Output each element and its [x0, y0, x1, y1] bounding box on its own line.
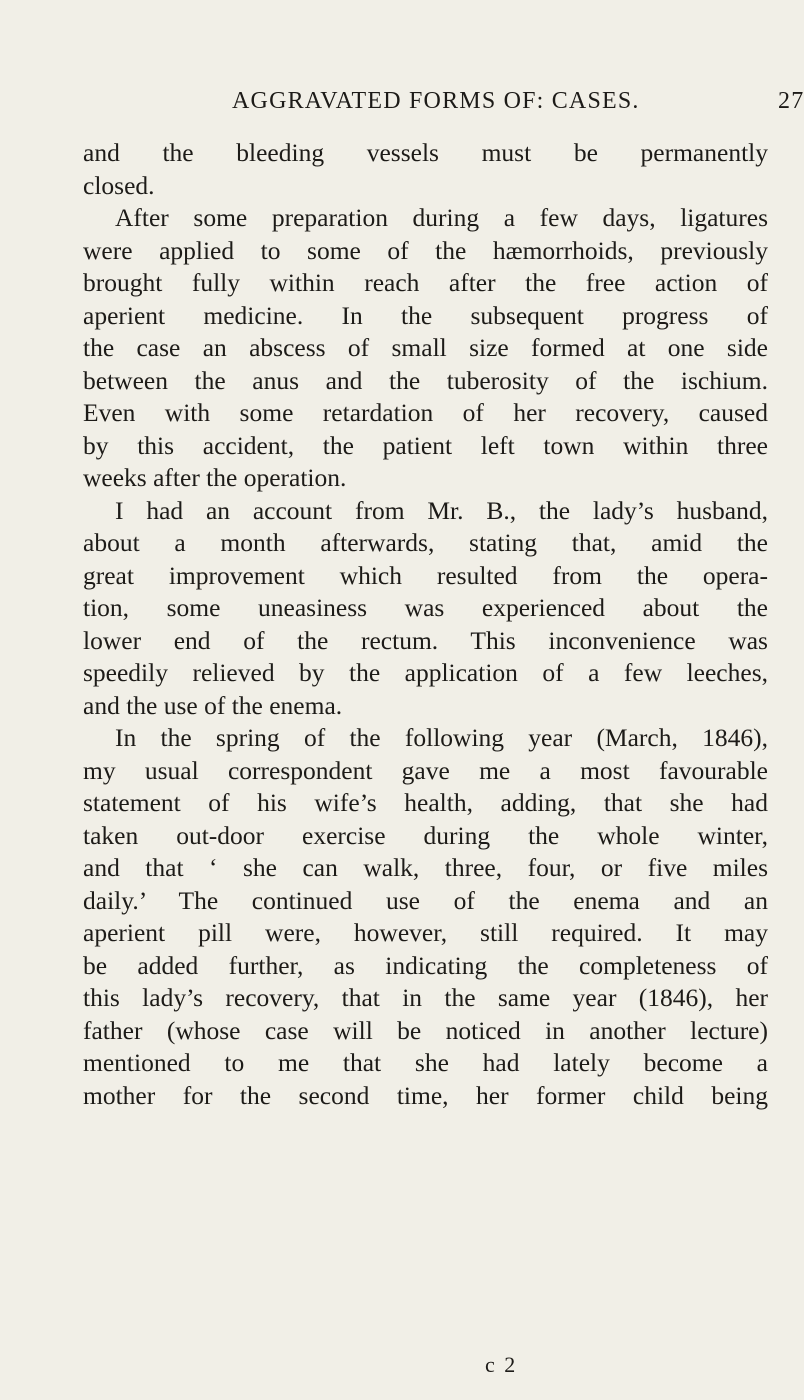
text-line: weeks after the operation. — [83, 463, 347, 492]
text-line: brought fully within reach after the free action of — [83, 268, 768, 297]
text-line: closed. — [83, 170, 155, 200]
text-line: statement of his wife’s health, adding, that she had — [83, 788, 768, 817]
text-line: lower end of the rectum. This inconvenience was — [83, 625, 768, 655]
text-line: speedily relieved by the application of a few leeches, — [83, 658, 768, 687]
text-line: aperient pill were, however, still required. It may — [83, 918, 768, 947]
body-text — [83, 137, 768, 1112]
text-line: and that ‘ she can walk, three, four, or five miles — [83, 853, 768, 882]
text-line: mentioned to me that she had lately become a — [83, 1048, 768, 1077]
running-head-title: AGGRAVATED FORMS OF: CASES. — [232, 88, 640, 114]
text-line: be added further, as indicating the completeness of — [83, 950, 768, 980]
text-line: and the use of the enema. — [83, 690, 343, 720]
text-line: my usual correspondent gave me a most favourable — [83, 755, 768, 785]
text-line: were applied to some of the hæmorrhoids, previously — [83, 235, 768, 265]
text-line: the case an abscess of small size formed at one side — [83, 333, 768, 362]
text-line: this lady’s recovery, that in the same year (1846), her — [83, 983, 768, 1012]
text-line: mother for the second time, her former child being — [83, 1080, 768, 1110]
signature-mark: c 2 — [485, 1352, 518, 1377]
text-line: I had an account from Mr. B., the lady’s husband, — [115, 495, 768, 525]
text-line: aperient medicine. In the subsequent progress of — [83, 300, 768, 330]
page-number: 27 — [778, 88, 804, 114]
text-line: father (whose case will be noticed in another lecture) — [83, 1015, 768, 1045]
text-line: taken out-door exercise during the whole winter, — [83, 820, 768, 850]
text-line: Even with some retardation of her recovery, caused — [83, 398, 768, 427]
text-line: by this accident, the patient left town within three — [83, 430, 768, 460]
text-line: After some preparation during a few days, ligatures — [115, 203, 768, 232]
text-line: tion, some uneasiness was experienced about the — [83, 593, 768, 622]
text-line: great improvement which resulted from the opera- — [83, 560, 768, 590]
text-line: about a month afterwards, stating that, amid the — [83, 528, 768, 557]
text-line: between the anus and the tuberosity of the ischium. — [83, 365, 768, 395]
text-line: In the spring of the following year (March, 1846), — [115, 723, 768, 752]
running-head — [232, 88, 804, 124]
text-line: daily.’ The continued use of the enema and an — [83, 885, 768, 915]
text-line: and the bleeding vessels must be permanently — [83, 138, 768, 167]
